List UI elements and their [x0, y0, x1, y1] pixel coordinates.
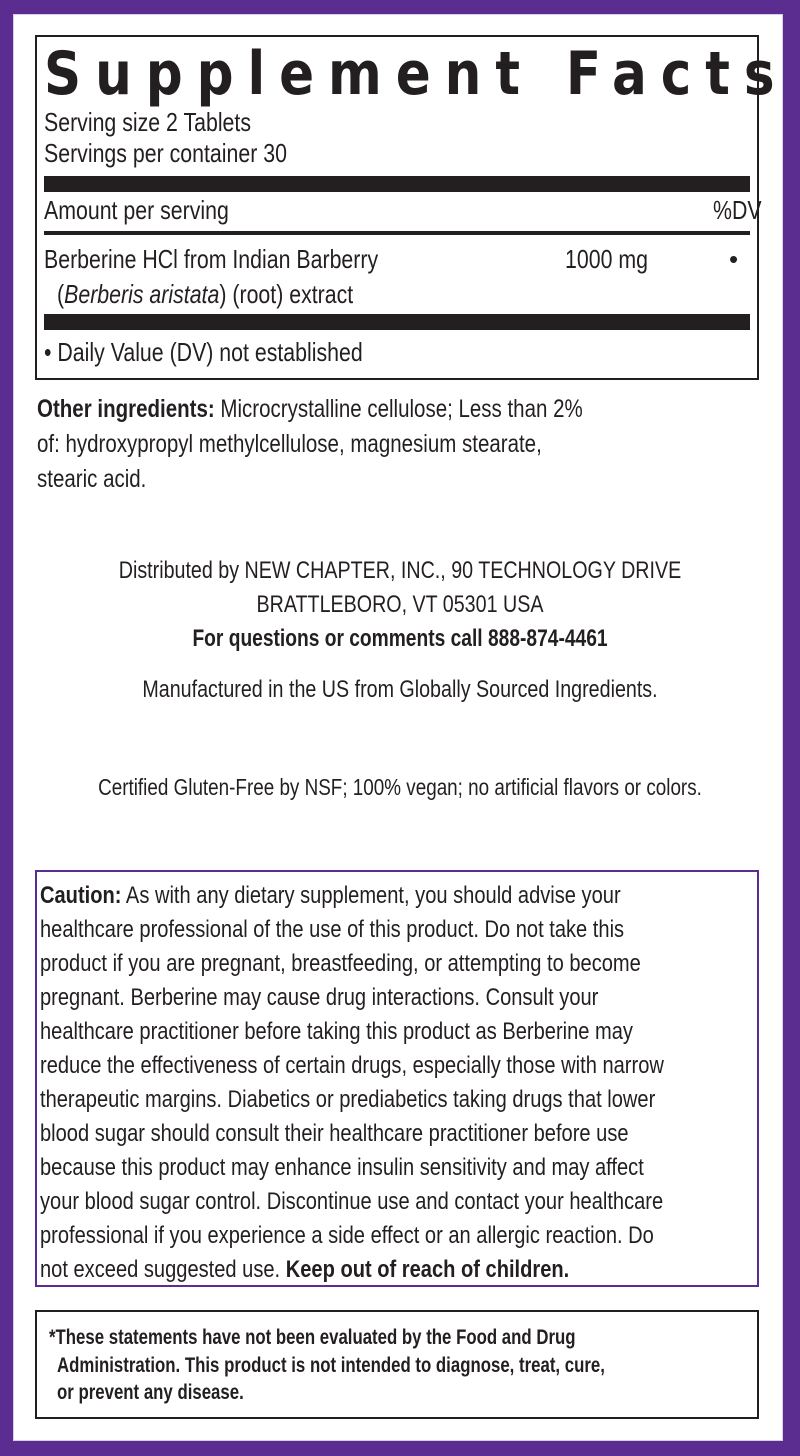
dv-header: %DV	[713, 195, 762, 225]
caution-line: your blood sugar control. Discontinue use and contact your healthcare	[40, 1188, 664, 1215]
disclaimer-line: or prevent any disease.	[57, 1381, 244, 1404]
certification-statement: Certified Gluten-Free by NSF; 100% vegan; no artificial flavors or colors.	[98, 774, 702, 800]
other-ingredients-line: stearic acid.	[37, 465, 147, 493]
ingredient-source	[57, 279, 353, 309]
caution-line: Caution: As with any dietary supplement, you should advise your	[40, 882, 621, 909]
ingredient-source-open: (	[57, 279, 65, 309]
caution-line: product if you are pregnant, breastfeeding, or attempting to become	[40, 950, 641, 977]
supplement-facts-panel	[35, 35, 789, 380]
ingredient-name: Berberine HCl from Indian Barberry	[44, 244, 379, 274]
amount-per-serving-header: Amount per serving	[44, 195, 229, 225]
distributor-address: BRATTLEBORO, VT 05301 USA	[256, 591, 544, 618]
caution-line: healthcare practitioner before taking this product as Berberine may	[40, 1018, 633, 1045]
caution-line: healthcare professional of the use of this product. Do not take this	[40, 916, 625, 943]
serving-size: Serving size 2 Tablets	[44, 107, 251, 137]
manufactured-statement: Manufactured in the US from Globally Sourced Ingredients.	[142, 676, 658, 703]
servings-per-container: Servings per container 30	[44, 138, 287, 168]
ingredient-source-rest: ) (root) extract	[219, 279, 354, 309]
caution-line: professional if you experience a side effect or an allergic reaction. Do	[40, 1222, 654, 1249]
caution-line: blood sugar should consult their healthcare practitioner before use	[40, 1120, 629, 1147]
thick-divider	[44, 176, 750, 192]
contact-phone: For questions or comments call 888-874-4461	[192, 625, 608, 652]
disclaimer-line: *These statements have not been evaluated by the Food and Drug	[49, 1326, 576, 1349]
other-ingredients-line: Other ingredients: Microcrystalline cellulose; Less than 2%	[37, 395, 583, 423]
other-ingredients-line: of: hydroxypropyl methylcellulose, magnesium stearate,	[37, 430, 542, 458]
caution-line: pregnant. Berberine may cause drug interactions. Consult your	[40, 984, 599, 1011]
caution-label: Caution:	[40, 882, 122, 909]
ingredient-amount: 1000 mg	[565, 244, 648, 274]
keep-out-of-reach-warning: Keep out of reach of children.	[285, 1256, 570, 1283]
caution-line: therapeutic margins. Diabetics or prediabetics taking drugs that lower	[40, 1086, 656, 1113]
ingredient-dv-marker: •	[729, 244, 739, 274]
other-ingredients-label: Other ingredients:	[37, 395, 215, 423]
caution-line: because this product may enhance insulin sensitivity and may affect	[40, 1154, 644, 1181]
fda-disclaimer-box	[35, 1310, 759, 1419]
disclaimer-line: Administration. This product is not intended to diagnose, treat, cure,	[57, 1354, 605, 1377]
distributor-line: Distributed by NEW CHAPTER, INC., 90 TECHNOLOGY DRIVE	[118, 557, 682, 584]
thick-divider-bottom	[44, 314, 750, 330]
medium-divider	[44, 231, 750, 235]
caution-line: not exceed suggested use. Keep out of reach of children.	[40, 1256, 570, 1283]
dv-footnote: • Daily Value (DV) not established	[44, 337, 363, 367]
ingredient-latin-name: Berberis aristata	[64, 279, 220, 309]
facts-title: Supplement Facts	[44, 39, 789, 109]
caution-box	[35, 870, 759, 1287]
caution-line: reduce the effectiveness of certain drugs, especially those with narrow	[40, 1052, 664, 1079]
